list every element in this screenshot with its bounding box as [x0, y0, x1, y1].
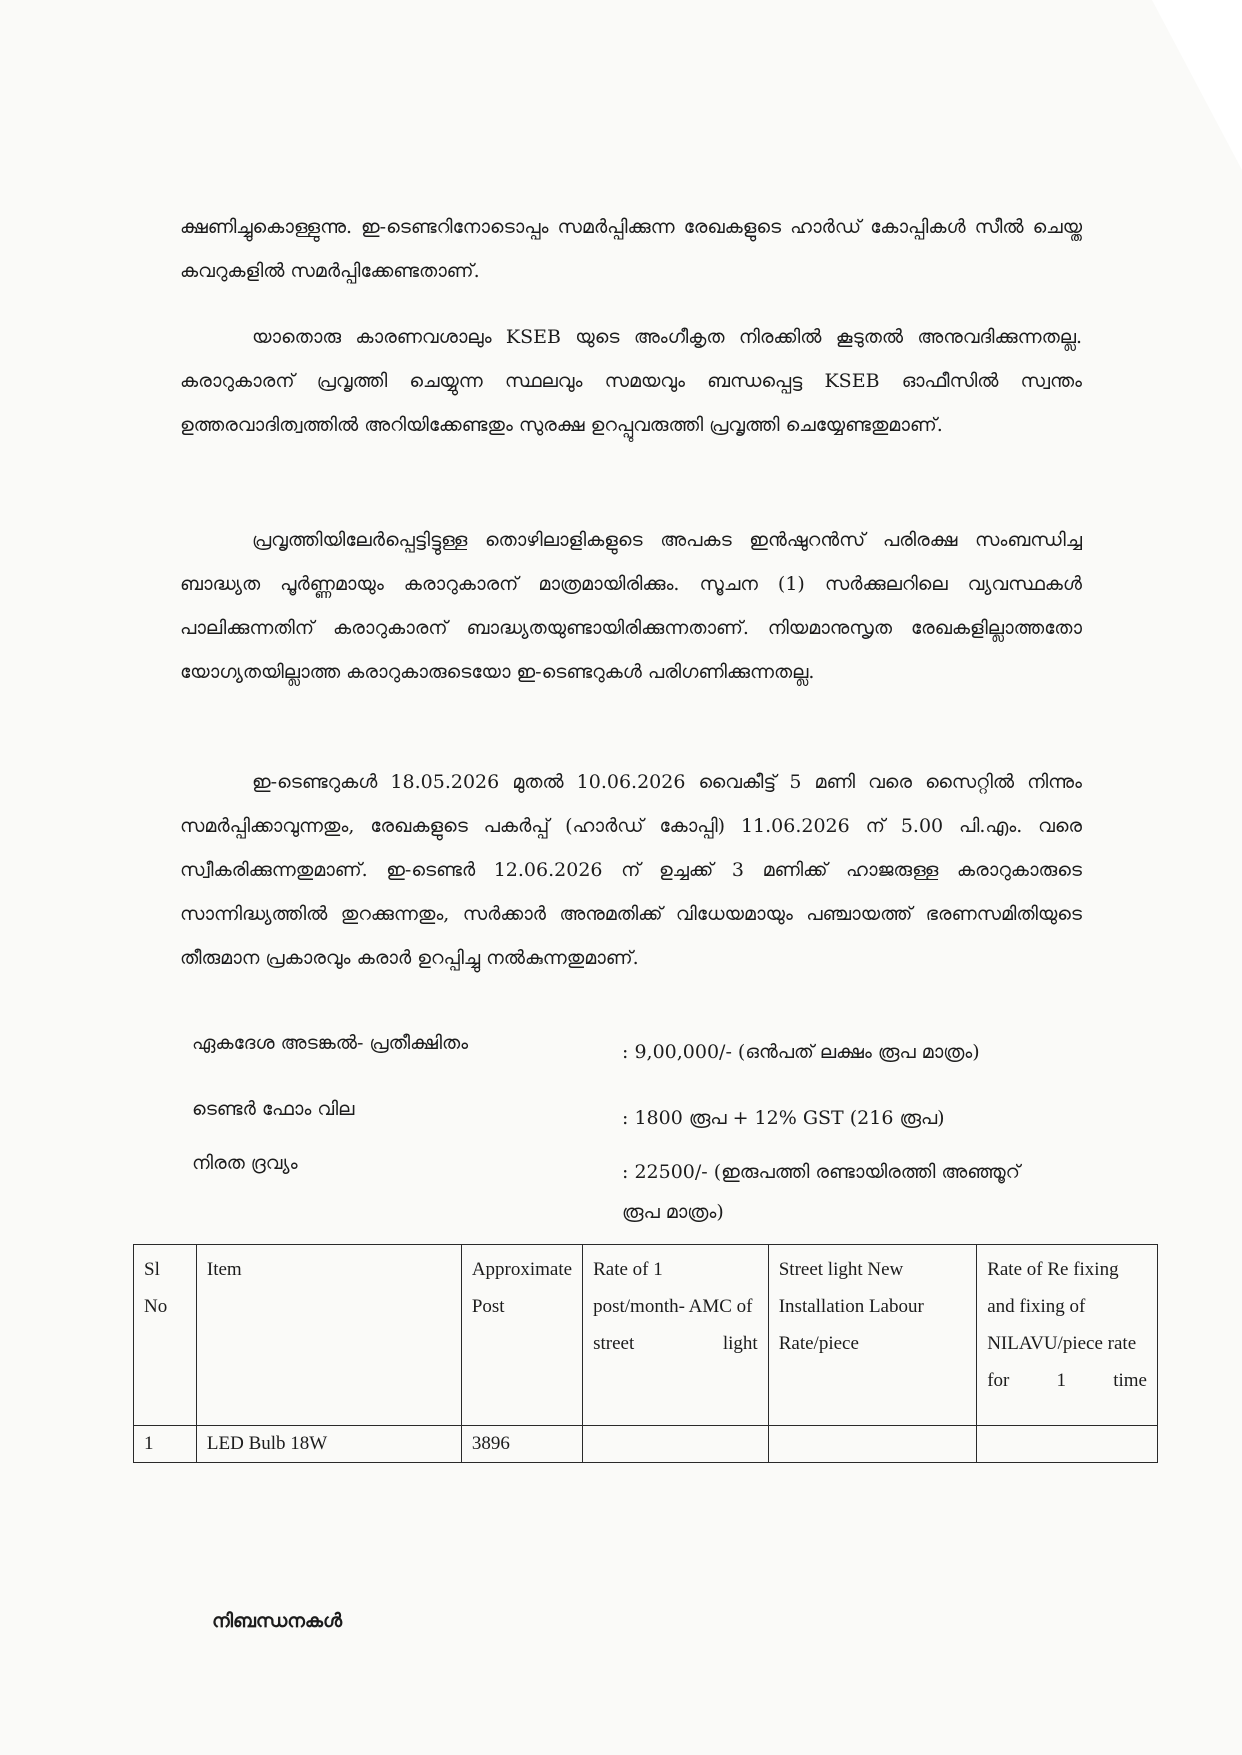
cell-installation-rate	[768, 1426, 976, 1463]
estimate-label: ഏകദേശ അടങ്കൽ- പ്രതീക്ഷിതം	[192, 1032, 469, 1054]
conditions-heading: നിബന്ധനകൾ	[212, 1610, 343, 1632]
cell-sl-no: 1	[134, 1426, 197, 1463]
paragraph-submission: ക്ഷണിച്ചുകൊള്ളുന്നു. ഇ-ടെണ്ടറിനോടൊപ്പം സമർപ്പിക്കുന്ന രേഖകളുടെ ഹാർഡ് കോപ്പികൾ സീൽ ചെയ്ത കവറുകളിൽ സമർപ്പിക്കേണ്ടതാണ്.	[180, 216, 1082, 282]
form-price-value: : 1800 രൂപ + 12% GST (216 രൂപ)	[622, 1107, 945, 1129]
table-row	[134, 1426, 1158, 1463]
header-item: Item	[196, 1245, 461, 1426]
cell-amc-rate	[583, 1426, 769, 1463]
rate-table	[133, 1244, 1158, 1463]
header-amc-rate: Rate of 1 post/month- AMC of street light	[583, 1245, 769, 1426]
cell-refixing-rate	[977, 1426, 1158, 1463]
deposit-label: നിരത ദ്രവ്യം	[192, 1152, 298, 1174]
cell-item: LED Bulb 18W	[196, 1426, 461, 1463]
header-refixing-rate: Rate of Re fixing and fixing of NILAVU/piece rate for 1 time	[977, 1245, 1158, 1426]
paragraph-kseb-rate: യാതൊരു കാരണവശാലും KSEB യുടെ അംഗീകൃത നിരക്കിൽ കൂടുതൽ അനുവദിക്കുന്നതല്ല. കരാറുകാരന് പ്രവൃത്തി ചെയ്യുന്ന സ്ഥലവും സമയവും ബന്ധപ്പെട്ട KSEB ഓഫീസിൽ സ്വന്തം ഉത്തരവാദിത്വത്തിൽ അറിയിക്കേണ്ടതും സുരക്ഷ ഉറപ്പുവരുത്തി പ്രവൃത്തി ചെയ്യേണ്ടതുമാണ്.	[180, 326, 1082, 436]
estimate-value: : 9,00,000/- (ഒൻപത് ലക്ഷം രൂപ മാത്രം)	[622, 1041, 980, 1063]
header-approx-post: Approximate Post	[461, 1245, 582, 1426]
header-installation-rate: Street light New Installation Labour Rate/piece	[768, 1245, 976, 1426]
header-sl-no: Sl No	[134, 1245, 197, 1426]
form-price-label: ടെണ്ടർ ഫോം വില	[192, 1098, 355, 1120]
page-fold-corner	[1152, 0, 1242, 170]
deposit-value: : 22500/- (ഇരുപത്തി രണ്ടായിരത്തി അഞ്ഞൂറ് രൂപ മാത്രം)	[622, 1161, 1020, 1223]
paragraph-insurance: പ്രവൃത്തിയിലേർപ്പെട്ടിട്ടുള്ള തൊഴിലാളികളുടെ അപകട ഇൻഷുറൻസ് പരിരക്ഷ സംബന്ധിച്ച ബാദ്ധ്യത പൂർണ്ണമായും കരാറുകാരന് മാത്രമായിരിക്കും. സൂചന (1) സർക്കുലറിലെ വ്യവസ്ഥകൾ പാലിക്കുന്നതിന് കരാറുകാരന് ബാദ്ധ്യതയുണ്ടായിരിക്കുന്നതാണ്. നിയമാനുസൃത രേഖകളില്ലാത്തതോ യോഗ്യതയില്ലാത്ത കരാറുകാരുടെയോ ഇ-ടെണ്ടറുകൾ പരിഗണിക്കുന്നതല്ല.	[180, 529, 1082, 683]
table-header-row	[134, 1245, 1158, 1426]
cell-approx-post: 3896	[461, 1426, 582, 1463]
paragraph-tender-dates: ഇ-ടെണ്ടറുകൾ 18.05.2026 മുതൽ 10.06.2026 വൈകീട്ട് 5 മണി വരെ സൈറ്റിൽ നിന്നും സമർപ്പിക്കാവുന്നതും, രേഖകളുടെ പകർപ്പ് (ഹാർഡ് കോപ്പി) 11.06.2026 ന് 5.00 പി.എം. വരെ സ്വീകരിക്കുന്നതുമാണ്. ഇ-ടെണ്ടർ 12.06.2026 ന് ഉച്ചക്ക് 3 മണിക്ക് ഹാജരുള്ള കരാറുകാരുടെ സാന്നിദ്ധ്യത്തിൽ തുറക്കുന്നതും, സർക്കാർ അനുമതിക്ക് വിധേയമായും പഞ്ചായത്ത് ഭരണസമിതിയുടെ തീരുമാന പ്രകാരവും കരാർ ഉറപ്പിച്ചു നൽകുന്നതുമാണ്.	[180, 771, 1082, 969]
